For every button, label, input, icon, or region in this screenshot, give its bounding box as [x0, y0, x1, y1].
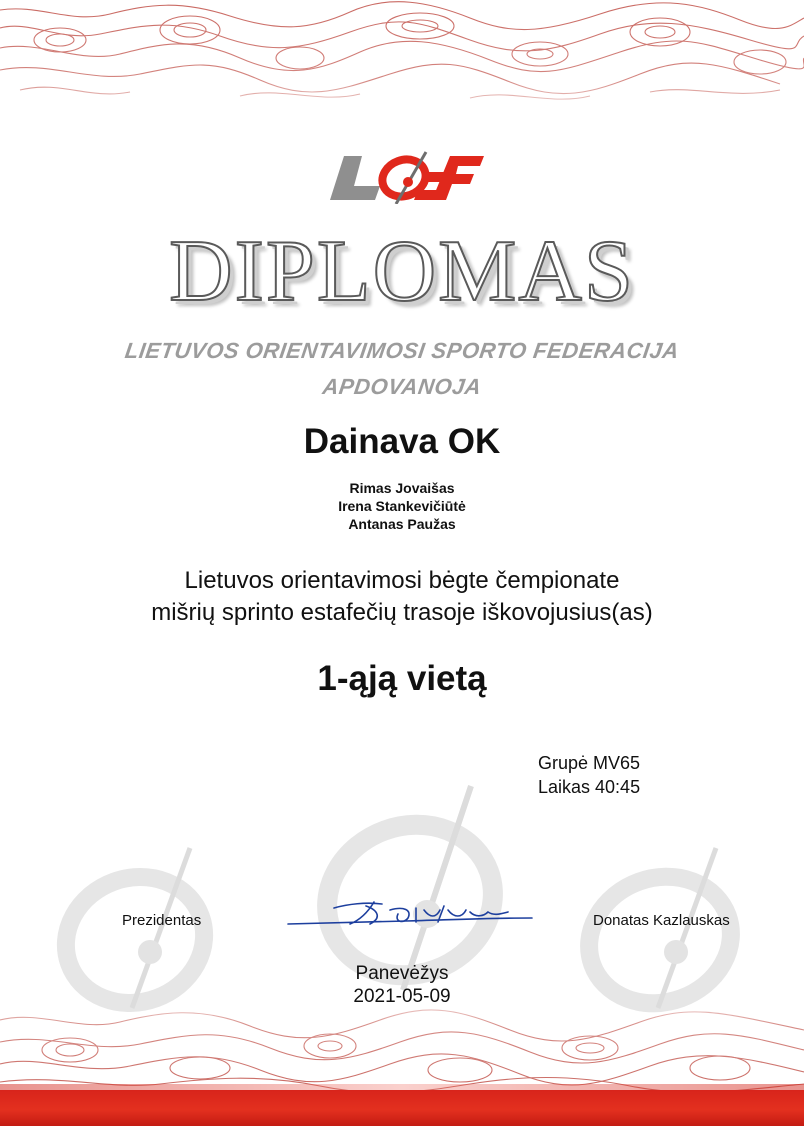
diploma-title: DIPLOMAS	[169, 223, 635, 320]
award-description-line1: Lietuvos orientavimosi bėgte čempionate	[184, 567, 620, 594]
result-time: Laikas 40:45	[538, 777, 641, 797]
federation-name: LIETUVOS ORIENTAVIMOSI SPORTO FEDERACIJA	[123, 338, 681, 363]
losf-logo-mark	[322, 150, 488, 204]
team-name: Dainava OK	[303, 422, 501, 461]
location-city: Panevėžys	[355, 963, 449, 984]
top-topographic-pattern	[0, 0, 804, 122]
federation-awards-line: APDOVANOJA	[321, 374, 484, 399]
place-achieved: 1-ąją vietą	[317, 659, 487, 698]
member-name: Rimas Jovaišas	[349, 480, 455, 496]
signatory-name: Donatas Kazlauskas	[593, 912, 730, 929]
member-name: Antanas Paužas	[348, 516, 456, 532]
handwritten-signature	[286, 896, 536, 932]
losf-logo	[322, 150, 488, 204]
award-description-line2: mišrių sprinto estafečių trasoje iškovojusius(as)	[151, 599, 653, 626]
member-name: Irena Stankevičiūtė	[338, 498, 466, 514]
result-group: Grupė MV65	[538, 753, 641, 773]
bottom-red-bar	[0, 1090, 804, 1126]
issue-date: 2021-05-09	[353, 986, 451, 1007]
signatory-role: Prezidentas	[122, 912, 202, 929]
